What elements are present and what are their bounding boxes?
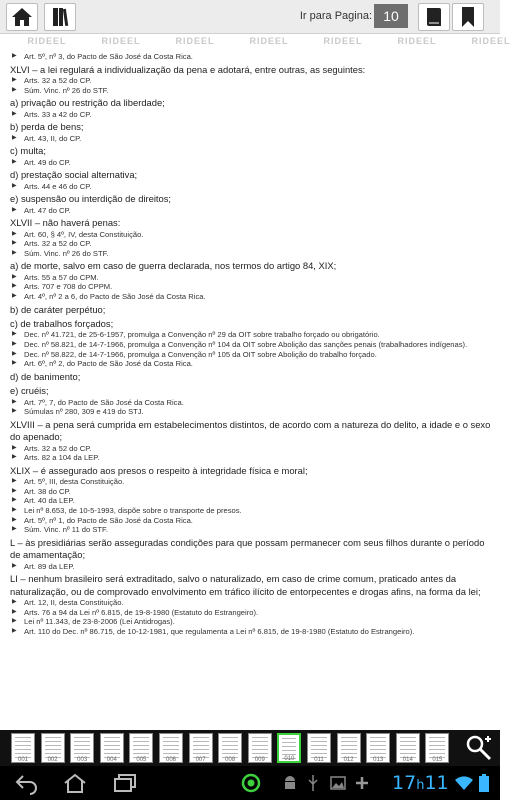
bullet-icon: ▶	[12, 77, 17, 83]
table-of-contents-button[interactable]	[418, 3, 450, 31]
article-text	[10, 419, 494, 444]
page-thumbnail[interactable]	[248, 733, 272, 763]
article-text	[10, 371, 494, 383]
line-text: Art. 40 da LEP.	[24, 496, 75, 506]
clock-hours: 17	[392, 772, 417, 794]
article-text	[10, 260, 494, 272]
reference-note	[10, 506, 494, 516]
page-thumbnail[interactable]	[337, 733, 361, 763]
thumbnail-label: 003	[77, 757, 88, 763]
bullet-icon: ▶	[12, 206, 17, 213]
article-text	[10, 217, 494, 229]
thumbnail-label: 005	[136, 757, 147, 763]
page-thumbnail[interactable]	[70, 733, 94, 763]
bullet-icon: ▶	[12, 454, 17, 461]
battery-icon	[478, 773, 490, 793]
thumbnail-label: 008	[225, 757, 236, 763]
home-nav-button[interactable]	[62, 772, 88, 794]
article-text	[10, 169, 494, 181]
book-icon	[424, 6, 444, 28]
line-text: Art. 12, II, desta Constituição.	[24, 597, 124, 607]
android-notification[interactable]	[282, 772, 298, 794]
line-text: Súm. Vinc. nº 26 do STF.	[24, 85, 109, 95]
bullet-icon: ▶	[12, 478, 17, 485]
image-notification[interactable]	[330, 772, 346, 794]
line-text: e) cruéis;	[10, 385, 49, 397]
bullet-icon: ▶	[12, 360, 17, 367]
article-text	[10, 193, 494, 205]
reference-note	[10, 340, 494, 350]
image-icon	[330, 775, 346, 791]
top-toolbar	[0, 0, 500, 34]
article-text	[10, 97, 494, 109]
line-text: Arts. 32 a 52 do CP.	[24, 76, 92, 85]
reference-note	[10, 525, 494, 535]
page-number-input[interactable]: 10	[374, 4, 408, 28]
reference-note	[10, 76, 494, 86]
library-button[interactable]	[44, 3, 76, 31]
thumbnail-label: 006	[165, 757, 176, 763]
watermark: RIDEEL	[471, 36, 511, 46]
line-text: XLVI – a lei regulará a individualização da pena e adotará, entre outras, as seguintes:	[10, 63, 366, 75]
bullet-icon: ▶	[12, 618, 17, 625]
thumbnail-label: 007	[195, 757, 206, 763]
line-text: Art. 49 do CP.	[24, 157, 71, 167]
zoom-button[interactable]	[464, 732, 494, 764]
zoom-icon	[465, 734, 493, 762]
bullet-icon: ▶	[12, 497, 17, 504]
usb-icon	[306, 774, 320, 792]
bullet-icon: ▶	[12, 331, 17, 338]
bullet-icon: ▶	[12, 86, 17, 93]
line-text: d) de banimento;	[10, 370, 81, 382]
line-text: Dec. nº 41.721, de 25-6-1957, promulga a Convenção nº 29 da OIT sobre trabalho forçado ou obrigatório.	[24, 330, 380, 340]
line-text: Dec. nº 58.822, de 14-7-1966, promulga a Convenção nº 105 da OIT sobre Abolição do trabalho forçado.	[24, 349, 377, 359]
line-text: Súm. Vinc. nº 11 do STF.	[24, 525, 108, 535]
thumbnail-label: 011	[314, 757, 324, 763]
reference-note	[10, 350, 494, 360]
reference-note	[10, 86, 494, 96]
bullet-icon: ▶	[12, 110, 17, 117]
thumbnail-label: 002	[47, 757, 58, 763]
page-thumbnail[interactable]	[396, 733, 420, 763]
bullet-icon: ▶	[12, 608, 17, 615]
reference-note	[10, 407, 494, 417]
system-bar	[0, 766, 500, 800]
reference-note	[10, 230, 494, 240]
page-thumbnail[interactable]	[189, 733, 213, 763]
reference-note	[10, 110, 494, 120]
reference-note	[10, 487, 494, 497]
page-thumbnail[interactable]	[366, 733, 390, 763]
watermark-strip	[0, 36, 511, 50]
home-icon	[10, 6, 34, 28]
article-text	[10, 318, 494, 330]
line-text: Art. 5º, nº 3, do Pacto de São José da Costa Rica.	[24, 52, 193, 61]
reference-note	[10, 608, 494, 618]
bullet-icon: ▶	[12, 53, 17, 59]
bullet-icon: ▶	[12, 134, 17, 141]
bullet-icon: ▶	[12, 230, 17, 237]
thumbnail-label: 001	[17, 757, 28, 763]
line-text: Dec. nº 58.821, de 14-7-1966, promulga a Convenção nº 104 da OIT sobre Abolição das sanções penais (trabalhadores indígenas).	[24, 339, 468, 349]
record-indicator[interactable]	[240, 772, 262, 794]
reference-note	[10, 359, 494, 369]
line-text: Arts. 55 a 57 do CPM.	[24, 272, 99, 282]
reference-note	[10, 598, 494, 608]
bullet-icon: ▶	[12, 444, 17, 451]
watermark: RIDEEL	[397, 36, 437, 46]
bookmark-button[interactable]	[452, 3, 484, 31]
reference-note	[10, 282, 494, 292]
bullet-icon: ▶	[12, 506, 17, 513]
bullet-icon: ▶	[12, 182, 17, 189]
reference-note	[10, 249, 494, 259]
article-text	[10, 385, 494, 397]
article-text	[10, 121, 494, 133]
page-thumbnail[interactable]	[11, 733, 35, 763]
wifi-icon	[454, 775, 474, 791]
thumbnail-label: 013	[373, 757, 384, 763]
watermark: RIDEEL	[249, 36, 289, 46]
bullet-icon: ▶	[12, 627, 17, 634]
line-text: XLVII – não haverá penas:	[10, 217, 121, 229]
article-text	[10, 64, 494, 76]
line-text: XLVIII – a pena será cumprida em estabelecimentos distintos, de acordo com a natureza do delito, a idade e o sexo do apenado;	[10, 418, 491, 443]
reference-note	[10, 52, 494, 62]
record-icon	[240, 772, 262, 794]
page-thumbnail[interactable]	[159, 733, 183, 763]
watermark: RIDEEL	[27, 36, 67, 46]
article-text	[10, 537, 494, 562]
thumbnail-label: 010	[284, 756, 295, 762]
document-page[interactable]	[10, 52, 494, 730]
reference-note	[10, 330, 494, 340]
line-text: XLIX – é assegurado aos presos o respeito à integridade física e moral;	[10, 464, 308, 476]
home-button[interactable]	[6, 3, 38, 31]
line-text: Arts. 32 a 52 do CP.	[24, 443, 92, 453]
page-thumbnail[interactable]	[277, 733, 301, 763]
page-thumbnail[interactable]	[100, 733, 124, 763]
reference-note	[10, 398, 494, 408]
home-nav-icon	[62, 772, 88, 794]
article-text	[10, 465, 494, 477]
recent-apps-button[interactable]	[112, 772, 138, 794]
page-thumbnail[interactable]	[129, 733, 153, 763]
page-thumbnail[interactable]	[41, 733, 65, 763]
bullet-icon: ▶	[12, 273, 17, 280]
bullet-icon: ▶	[12, 249, 17, 256]
bullet-icon: ▶	[12, 487, 17, 494]
reference-note	[10, 182, 494, 192]
line-text: Art. 60, § 4º, IV, desta Constituição.	[24, 229, 144, 239]
line-text: Art. 6º, nº 2, do Pacto de São José da Costa Rica.	[24, 359, 193, 369]
bullet-icon: ▶	[12, 526, 17, 533]
reference-note	[10, 516, 494, 526]
reference-note	[10, 627, 494, 637]
line-text: d) prestação social alternativa;	[10, 169, 138, 181]
page-thumbnail[interactable]	[218, 733, 242, 763]
page-thumbnail[interactable]	[425, 733, 449, 763]
line-text: Art. 7º, 7, do Pacto de São José da Costa Rica.	[24, 397, 184, 407]
line-text: Art. 5º, III, desta Constituição.	[24, 477, 125, 487]
reference-note	[10, 562, 494, 572]
reference-note	[10, 292, 494, 302]
line-text: Lei nº 11.343, de 23-8-2006 (Lei Antidrogas).	[24, 617, 175, 627]
reference-note	[10, 134, 494, 144]
line-text: e) suspensão ou interdição de direitos;	[10, 193, 172, 205]
thumbnail-label: 015	[432, 757, 443, 763]
clock-minutes: 11	[424, 772, 449, 794]
reference-note	[10, 477, 494, 487]
line-text: Arts. 707 e 708 do CPPM.	[24, 282, 113, 292]
bullet-icon: ▶	[12, 562, 17, 569]
battery-status	[478, 772, 490, 794]
wifi-status	[454, 772, 474, 794]
line-text: Arts. 76 a 94 da Lei nº 6.815, de 19-8-1980 (Estatuto do Estrangeiro).	[24, 607, 259, 617]
reference-note	[10, 206, 494, 216]
bullet-icon: ▶	[12, 598, 17, 605]
line-text: LI – nenhum brasileiro será extraditado, salvo o naturalizado, em caso de crime comum, praticado antes da naturalização, ou de comprovado envolvimento em tráfico ilícito de entorpecentes e drogas afins, na forma da lei;	[10, 573, 481, 597]
article-text	[10, 145, 494, 157]
reference-note	[10, 158, 494, 168]
line-text: Arts. 82 a 104 da LEP.	[24, 453, 100, 463]
reference-note	[10, 239, 494, 249]
line-text: a) de morte, salvo em caso de guerra declarada, nos termos do artigo 84, XIX;	[10, 260, 337, 272]
reference-note	[10, 273, 494, 283]
plus-icon	[354, 775, 370, 791]
back-button[interactable]	[14, 772, 40, 794]
bullet-icon: ▶	[12, 398, 17, 405]
line-text: Arts. 33 a 42 do CP.	[24, 109, 92, 119]
line-text: Art. 38 do CP.	[24, 486, 71, 496]
goto-page-label: Ir para Pagina:	[299, 10, 372, 22]
reference-note	[10, 617, 494, 627]
recent-apps-icon	[112, 772, 138, 794]
line-text: Art. 5º, nº 1, do Pacto de São José da Costa Rica.	[24, 515, 193, 525]
line-text: Súm. Vinc. nº 26 do STF.	[24, 248, 109, 258]
line-text: b) de caráter perpétuo;	[10, 303, 106, 315]
thumbnail-label: 012	[343, 757, 354, 763]
line-text: L – às presidiárias serão asseguradas condições para que possam permanecer com seus filhos durante o período de amamentação;	[10, 536, 485, 561]
watermark: RIDEEL	[101, 36, 141, 46]
reference-note	[10, 444, 494, 454]
page-thumbnail[interactable]	[307, 733, 331, 763]
line-text: Art. 89 da LEP.	[24, 561, 75, 571]
line-text: c) multa;	[10, 145, 46, 157]
line-text: Arts. 44 e 46 do CP.	[24, 181, 92, 191]
line-text: Súmulas nº 280, 309 e 419 do STJ.	[24, 407, 144, 417]
bookmark-icon	[460, 6, 476, 28]
usb-notification[interactable]	[306, 772, 320, 794]
line-text: Art. 47 do CP.	[24, 205, 71, 215]
line-text: b) perda de bens;	[10, 121, 84, 133]
line-text: Art. 110 do Dec. nº 86.715, de 10-12-1981, que regulamenta a Lei nº 6.815, de 19-8-1980 (Estatuto do Estrangeiro).	[24, 626, 415, 636]
bullet-icon: ▶	[12, 516, 17, 523]
status-clock[interactable]: 17h11	[392, 772, 449, 794]
line-text: Art. 43, II, do CP.	[24, 133, 82, 143]
thumbnail-label: 009	[254, 757, 265, 763]
thumbnail-label: 014	[402, 757, 413, 763]
bullet-icon: ▶	[12, 283, 17, 290]
bullet-icon: ▶	[12, 292, 17, 299]
books-icon	[49, 6, 71, 28]
bullet-icon: ▶	[12, 240, 17, 247]
thumbnail-strip	[0, 730, 500, 766]
plus-notification[interactable]	[354, 772, 370, 794]
bullet-icon: ▶	[12, 408, 17, 415]
bullet-icon: ▶	[12, 350, 17, 357]
bullet-icon: ▶	[12, 158, 17, 165]
reference-note	[10, 496, 494, 506]
line-text: a) privação ou restrição da liberdade;	[10, 97, 165, 109]
bullet-icon: ▶	[12, 340, 17, 347]
line-text: Arts. 32 a 52 do CP.	[24, 239, 92, 249]
thumbnail-label: 004	[106, 757, 117, 763]
line-text: c) de trabalhos forçados;	[10, 317, 114, 329]
watermark: RIDEEL	[175, 36, 215, 46]
android-icon	[282, 774, 298, 792]
back-icon	[14, 773, 40, 793]
line-text: Art. 4º, nº 2 a 6, do Pacto de São José da Costa Rica.	[24, 291, 206, 301]
reference-note	[10, 453, 494, 463]
article-text	[10, 573, 494, 598]
article-text	[10, 304, 494, 316]
line-text: Lei nº 8.653, de 10-5-1993, dispõe sobre o transporte de presos.	[24, 505, 242, 515]
watermark: RIDEEL	[323, 36, 363, 46]
